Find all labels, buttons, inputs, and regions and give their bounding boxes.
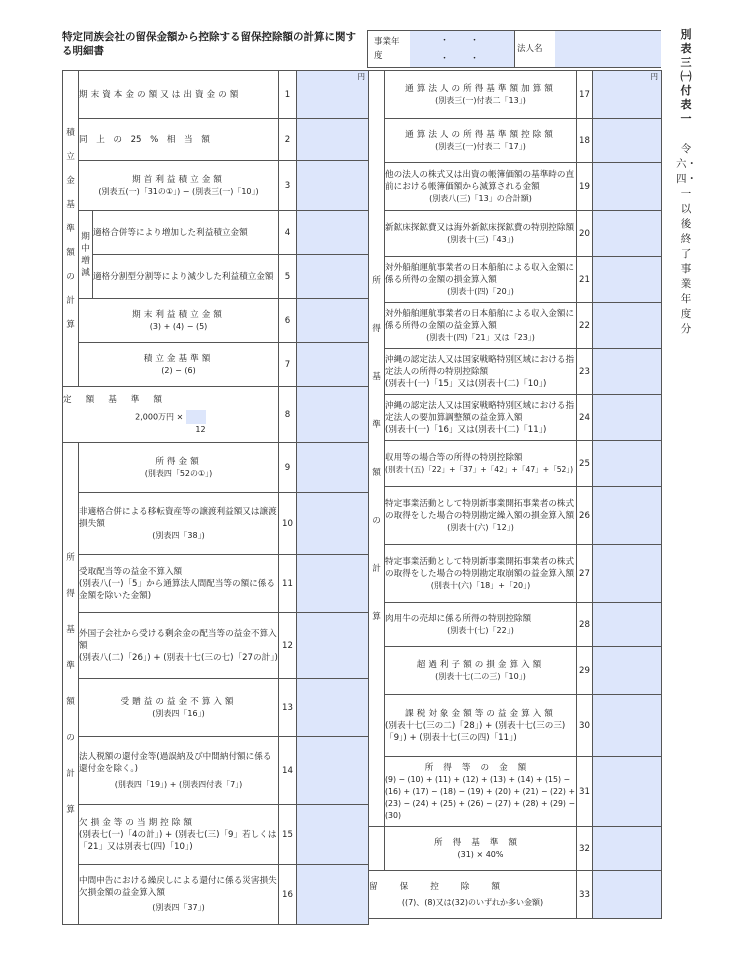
row-16-number: 16 [279, 865, 297, 925]
row-10-label: 非適格合併による移転資産等の譲渡利益額又は譲渡損失額 [79, 506, 277, 529]
row-4-label: 適格合併等により増加した利益積立金額 [93, 211, 279, 255]
row-22-value[interactable] [593, 303, 662, 349]
row-11-value[interactable] [297, 555, 369, 613]
corp-name-box [514, 30, 661, 68]
row-14-label: 法人税額の還付金等(過誤納及び中間納付額に係る還付金を除く。) [79, 751, 272, 774]
row-28-number: 28 [577, 603, 593, 647]
form-number: 別表三㈠付表一 [680, 28, 692, 125]
row-23-value[interactable] [593, 349, 662, 395]
row-6-cell [79, 299, 279, 343]
row-27-label: 特定事業活動として特別新事業開拓事業者の株式の取得をした場合の特別勘定取崩額の益金算入額 [385, 556, 575, 579]
row-18-formula: (別表三(一)付表二「17」) [435, 141, 526, 151]
row-17-formula: (別表三(一)付表二「13」) [435, 95, 526, 105]
row-7-label: 積立金基準額 [143, 353, 214, 364]
row-19-cell [385, 163, 577, 211]
row-17-label: 通算法人の所得基準額加算額 [405, 83, 556, 94]
row-14-value[interactable] [297, 737, 369, 805]
row-15-formula: (別表七(一)「4の計」) + (別表七(三)「9」若しくは「21」又は別表七(四)「10」) [79, 829, 277, 852]
row-3-value[interactable] [297, 161, 369, 211]
left-table [62, 70, 369, 925]
row-30-number: 30 [577, 695, 593, 757]
row-29-label: 超過利子額の損金算入額 [416, 659, 545, 670]
row-11-label: 受取配当等の益金不算入額 [79, 566, 183, 577]
row-25-value[interactable] [593, 441, 662, 487]
row-15-cell [79, 805, 279, 865]
row-6-number: 6 [279, 299, 297, 343]
row-22-formula: (別表十(四)「21」又は「23」) [426, 332, 535, 342]
row-1-label: 期末資本金の額又は出資金の額 [79, 71, 279, 119]
row-33-cell [369, 871, 577, 919]
row-1-value[interactable] [297, 71, 369, 119]
row-3-label: 期首利益積立金額 [132, 174, 225, 185]
effective-period: 令六・四・一以後終了事業年度分 [676, 143, 697, 335]
row-26-label: 特定事業活動として特別新事業開拓事業者の株式の取得をした場合の特別勘定繰入額の損金算入額 [385, 498, 575, 521]
fiscal-year-box [367, 30, 515, 68]
row-15-label: 欠損金等の当期控除額 [79, 817, 195, 828]
corp-name-label: 法人名 [517, 44, 543, 54]
row-26-formula: (別表十(六)「12」) [447, 522, 514, 532]
row-21-value[interactable] [593, 257, 662, 303]
row-24-cell [385, 395, 577, 441]
row-13-label: 受贈益の益金不算入額 [120, 696, 237, 707]
row-12-cell [79, 613, 279, 679]
row-32-label: 所得基準額 [434, 837, 527, 848]
row-8-formula: 2,000万円 × [135, 412, 184, 421]
row-31-cell [385, 757, 577, 827]
row-33-value[interactable] [593, 871, 662, 919]
row-31-formula: (9) − (10) + (11) + (12) + (13) + (14) + (15) − (16) + (17) − (18) − (19) + (20) + (21) − (22) + (23) − (24) + (25) + (26) − (27) + (28) + (29) − (30) [385, 774, 575, 820]
row-16-formula: (別表四「37」) [152, 903, 205, 912]
row-16-label: 中間申告における繰戻しによる還付に係る災害損失欠損金額の益金算入額 [79, 876, 277, 898]
row-27-number: 27 [577, 545, 593, 603]
row-15-value[interactable] [297, 805, 369, 865]
row-32-formula: (31) × 40% [457, 849, 504, 859]
row-25-cell [385, 441, 577, 487]
row-30-formula: (別表十七(三の二)「28」) + (別表十七(三の三)「9」) + (別表十七(三の四)「11」) [385, 720, 566, 743]
row-15-number: 15 [279, 805, 297, 865]
row-14-formula: (別表四「19」) + (別表四付表「7」) [114, 779, 243, 789]
row-9-cell [79, 443, 279, 493]
row-23-label: 沖縄の認定法人又は国家戦略特別区域における指定法人の所得の特別控除額 [385, 354, 575, 377]
row-19-label: 他の法人の株式又は出資の帳簿価額の基準時の直前における帳簿価額から減算される金額 [385, 169, 575, 192]
fiscal-year-label: 事業年度 [374, 37, 400, 61]
row-21-formula: (別表十(四)「20」) [447, 286, 514, 296]
row-12-number: 12 [279, 613, 297, 679]
row-10-value[interactable] [297, 493, 369, 555]
row-4-value[interactable] [297, 211, 369, 255]
row-21-label: 対外船舶運航事業者の日本船舶による収入金額に係る所得の金額の損金算入額 [385, 262, 575, 285]
row-23-number: 23 [577, 349, 593, 395]
row-17-number: 17 [577, 71, 593, 119]
row-29-number: 29 [577, 647, 593, 695]
row-14-cell [79, 737, 279, 805]
row-29-cell [385, 647, 577, 695]
row-30-value[interactable] [593, 695, 662, 757]
row-11-cell [79, 555, 279, 613]
row-19-formula: (別表八(三)「13」の合計額) [429, 193, 532, 203]
row-17-value[interactable] [593, 71, 662, 119]
row-9-label: 所得金額 [155, 456, 202, 467]
row-28-formula: (別表十(七)「22」) [447, 625, 514, 635]
row-19-value[interactable] [593, 163, 662, 211]
reserve-section-label: 積 立 金 基 準 額 の 計 算 [63, 71, 79, 387]
row-26-number: 26 [577, 487, 593, 545]
row-20-formula: (別表十(三)「43」) [447, 234, 514, 244]
row-13-number: 13 [279, 679, 297, 737]
row-18-cell [385, 119, 577, 163]
right-table [368, 70, 662, 919]
row-27-formula: (別表十(六)「18」+「20」) [430, 580, 531, 590]
row-14-number: 14 [279, 737, 297, 805]
row-12-label: 外国子会社から受ける剰余金の配当等の益金不算入額 [79, 628, 277, 651]
row-32-value[interactable] [593, 827, 662, 871]
row-33-number: 33 [577, 871, 593, 919]
row-27-cell [385, 545, 577, 603]
row-11-number: 11 [279, 555, 297, 613]
row-33-formula: ((7)、(8)又は(32)のいずれか多い金額) [401, 897, 544, 907]
row-11-formula: (別表八(一)「5」から通算法人間配当等の額に係る金額を除いた金額) [79, 578, 275, 601]
row-16-value[interactable] [297, 865, 369, 925]
row-21-cell [385, 257, 577, 303]
row-7-number: 7 [279, 343, 297, 387]
row-18-number: 18 [577, 119, 593, 163]
row-33-label: 留保控除額 [369, 881, 522, 892]
fiscal-year-input[interactable] [410, 31, 515, 67]
row-31-label: 所得等の金額 [424, 762, 537, 773]
row-3-formula: (別表五(一)「31の①」) − (別表三(一)「10」) [98, 186, 259, 196]
row-2-label: 同 上 の 25 % 相 当 額 [79, 119, 279, 161]
row-30-label: 課税対象金額等の益金算入額 [405, 708, 556, 719]
yen-unit: 円 [650, 72, 658, 81]
row-24-label: 沖縄の認定法人又は国家戦略特別区域における指定法人の要加算調整額の益金算入額 [385, 400, 575, 423]
form-title: 特定同族会社の留保金額から控除する留保控除額の計算に関する明細書 [62, 31, 356, 57]
row-7-cell [79, 343, 279, 387]
right-income-section-label: 所 得 基 準 額 の 計 算 [369, 71, 385, 827]
row-12-formula: (別表八(二)「26」) + (別表十七(三の七)「27の計」) [79, 652, 278, 663]
row-12-value[interactable] [297, 613, 369, 679]
row-22-label: 対外船舶運航事業者の日本船舶による収入金額に係る所得の金額の益金算入額 [385, 308, 575, 331]
row-28-cell [385, 603, 577, 647]
row-25-number: 25 [577, 441, 593, 487]
row-20-value[interactable] [593, 211, 662, 257]
corp-name-input[interactable] [555, 31, 661, 67]
row-27-value[interactable] [593, 545, 662, 603]
row-25-label: 収用等の場合等の所得の特別控除額 [385, 452, 523, 463]
row-8-denominator: 12 [195, 424, 206, 434]
row-26-cell [385, 487, 577, 545]
row-23-formula: (別表十(一)「15」又は(別表十(二)「10」) [385, 378, 547, 389]
row-18-label: 通算法人の所得基準額控除額 [405, 129, 556, 140]
row-10-number: 10 [279, 493, 297, 555]
row-10-formula: (別表四「38」) [152, 530, 205, 540]
row-16-cell [79, 865, 279, 925]
row-6-formula: (3) + (4) − (5) [149, 321, 208, 331]
row-8-number: 8 [279, 387, 297, 443]
row-24-formula: (別表十(一)「16」又は(別表十(二)「11」) [385, 424, 547, 435]
row-30-cell [385, 695, 577, 757]
year-dot: ・ [440, 54, 450, 64]
row-5-label: 適格分割型分割等により減少した利益積立金額 [93, 255, 279, 299]
row-5-value[interactable] [297, 255, 369, 299]
row-9-number: 9 [279, 443, 297, 493]
row-8-month-input[interactable] [186, 410, 206, 424]
row-22-cell [385, 303, 577, 349]
row-24-number: 24 [577, 395, 593, 441]
year-dot: ・ [440, 36, 450, 46]
row-5-number: 5 [279, 255, 297, 299]
row-7-formula: (2) − (6) [161, 365, 196, 375]
period-change-label: 期 中 増 減 [79, 211, 93, 299]
row-17-cell [385, 71, 577, 119]
row-32-number: 32 [577, 827, 593, 871]
row-32-cell [385, 827, 577, 871]
row-19-number: 19 [577, 163, 593, 211]
row-13-cell [79, 679, 279, 737]
row-9-formula: (別表四「52の①」) [144, 468, 213, 478]
row-29-value[interactable] [593, 647, 662, 695]
row-24-value[interactable] [593, 395, 662, 441]
row-3-cell [79, 161, 279, 211]
row-1-number: 1 [279, 71, 297, 119]
row-2-number: 2 [279, 119, 297, 161]
year-dot: ・ [470, 54, 480, 64]
row-21-number: 21 [577, 257, 593, 303]
row-3-number: 3 [279, 161, 297, 211]
row-7-value[interactable] [297, 343, 369, 387]
row-8-label: 定額基準額 [63, 394, 176, 405]
row-23-cell [385, 349, 577, 395]
row-20-number: 20 [577, 211, 593, 257]
row-6-value[interactable] [297, 299, 369, 343]
row-8-cell [63, 387, 279, 443]
row-20-label: 新鉱床探鉱費又は海外新鉱床探鉱費の特別控除額 [385, 222, 575, 233]
income-section-label: 所 得 基 準 額 の 計 算 [63, 443, 79, 925]
year-dot: ・ [470, 36, 480, 46]
row-18-value[interactable] [593, 119, 662, 163]
row-20-cell [385, 211, 577, 257]
row-2-value[interactable] [297, 119, 369, 161]
row-9-value[interactable] [297, 443, 369, 493]
row-29-formula: (別表十七(二の三)「10」) [435, 671, 526, 681]
yen-unit: 円 [357, 72, 366, 81]
row-22-number: 22 [577, 303, 593, 349]
row-13-formula: (別表四「16」) [152, 708, 205, 718]
row-10-cell [79, 493, 279, 555]
row-25-formula: (別表十(五)「22」+「37」+「42」+「47」+「52」) [385, 464, 574, 474]
row-13-value[interactable] [297, 679, 369, 737]
row-31-number: 31 [577, 757, 593, 827]
row-4-number: 4 [279, 211, 297, 255]
row-31-value[interactable] [593, 757, 662, 827]
row-28-value[interactable] [593, 603, 662, 647]
row-28-label: 肉用牛の売却に係る所得の特別控除額 [385, 613, 532, 624]
row-6-label: 期末利益積立金額 [132, 309, 225, 320]
row-8-value[interactable] [297, 387, 369, 443]
row-26-value[interactable] [593, 487, 662, 545]
